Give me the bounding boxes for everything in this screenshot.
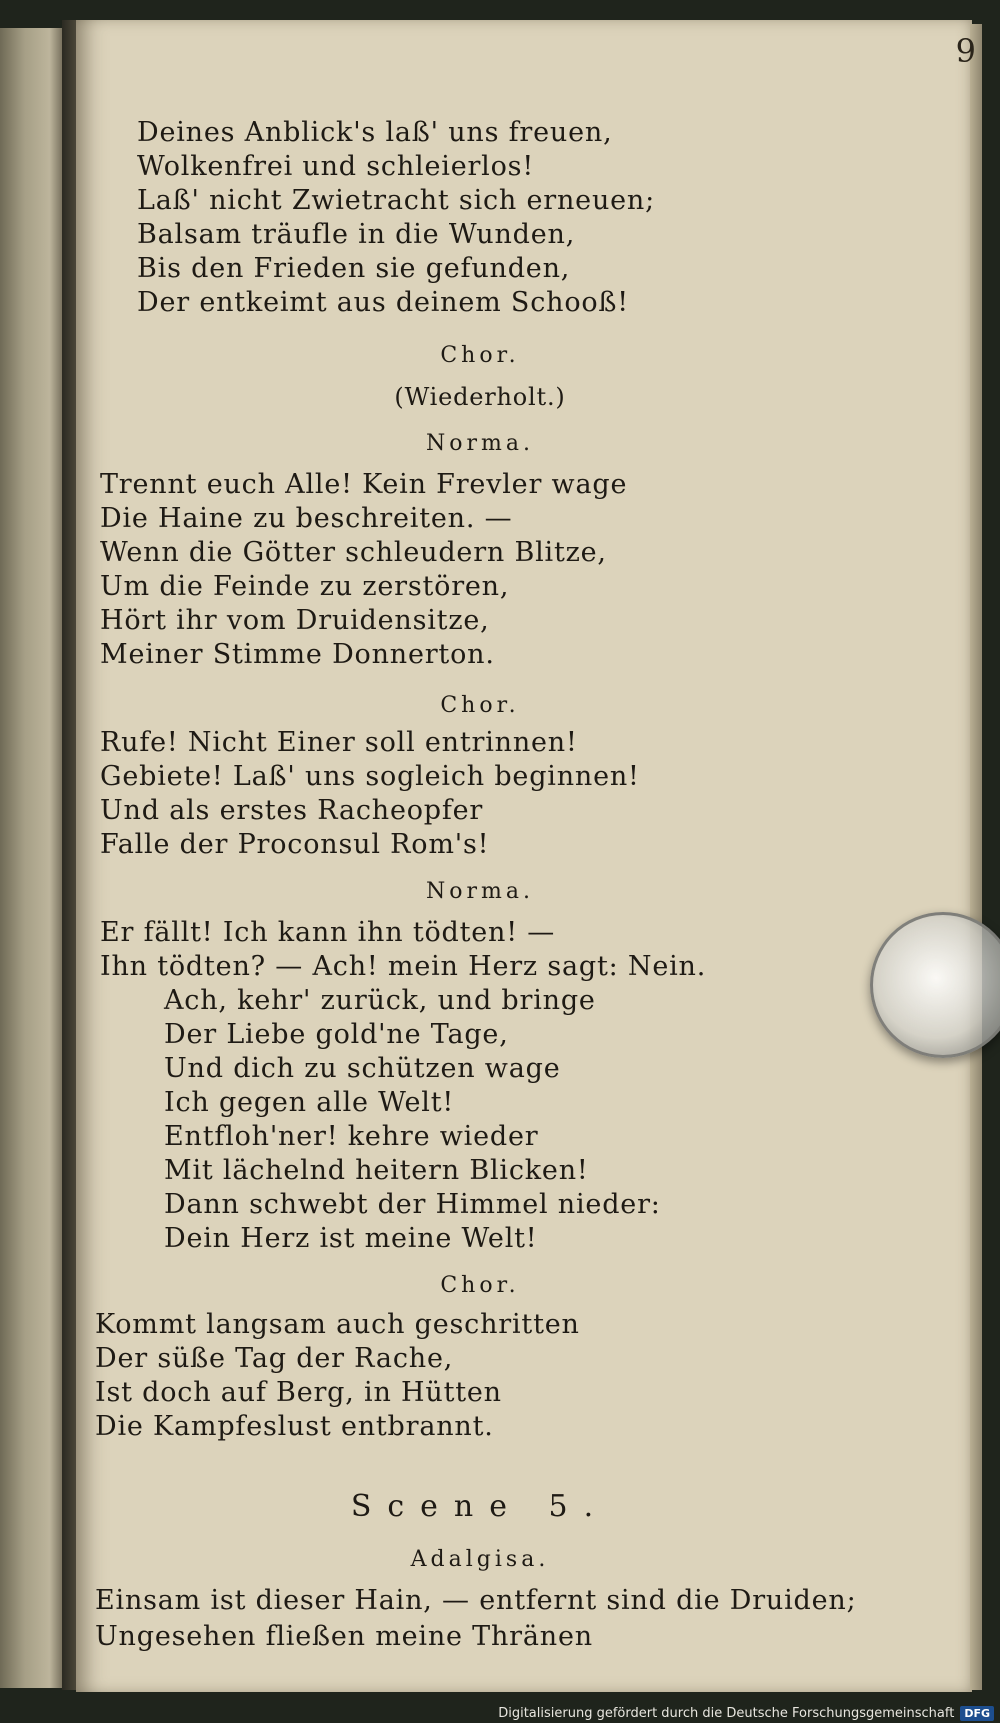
text-line: Entfloh'ner! kehre wieder	[164, 1121, 539, 1152]
text-line: Ungesehen fließen meine Thränen	[95, 1621, 593, 1652]
speaker-heading: Norma.	[426, 879, 534, 904]
stage-direction: (Wiederholt.)	[394, 383, 566, 411]
text-line: Balsam träufle in die Wunden,	[137, 219, 576, 250]
text-line: Meiner Stimme Donnerton.	[100, 639, 495, 670]
dfg-logo: DFG	[960, 1706, 994, 1721]
text-line: Der entkeimt aus deinem Schooß!	[137, 287, 629, 318]
text-line: Wenn die Götter schleudern Blitze,	[100, 537, 607, 568]
text-line: Dann schwebt der Himmel nieder:	[164, 1189, 661, 1220]
text-line: Laß' nicht Zwietracht sich erneuen;	[137, 185, 656, 216]
text-line: Bis den Frieden sie gefunden,	[137, 253, 571, 284]
text-line: Ihn tödten? — Ach! mein Herz sagt: Nein.	[100, 951, 707, 982]
text-line: Mit lächelnd heitern Blicken!	[164, 1155, 589, 1186]
speaker-heading: Chor.	[440, 693, 520, 718]
text-line: Um die Feinde zu zerstören,	[100, 571, 510, 602]
text-line: Hört ihr vom Druidensitze,	[100, 605, 490, 636]
text-line: Kommt langsam auch geschritten	[95, 1309, 580, 1340]
text-line: Deines Anblick's laß' uns freuen,	[137, 117, 613, 148]
text-line: Und als erstes Racheopfer	[100, 795, 484, 826]
text-line: Der süße Tag der Rache,	[95, 1343, 454, 1374]
speaker-heading: Chor.	[440, 1273, 520, 1298]
text-line: Wolkenfrei und schleierlos!	[137, 151, 534, 182]
text-line: Ich gegen alle Welt!	[164, 1087, 455, 1118]
page-number: 9	[955, 32, 976, 70]
text-line: Trennt euch Alle! Kein Frevler wage	[100, 469, 628, 500]
text-line: Der Liebe gold'ne Tage,	[164, 1019, 509, 1050]
footer	[498, 1706, 994, 1721]
speaker-heading: Adalgisa.	[410, 1547, 550, 1572]
scene-heading: Scene 5.	[350, 1489, 610, 1524]
text-line: Gebiete! Laß' uns sogleich beginnen!	[100, 761, 640, 792]
text-line: Ist doch auf Berg, in Hütten	[95, 1377, 502, 1408]
text-line: Die Kampfeslust entbrannt.	[95, 1411, 494, 1442]
text-line: Und dich zu schützen wage	[164, 1053, 561, 1084]
text-line: Einsam ist dieser Hain, — entfernt sind die Druiden;	[95, 1585, 857, 1616]
speaker-heading: Chor.	[440, 343, 520, 368]
text-line: Dein Herz ist meine Welt!	[164, 1223, 538, 1254]
speaker-heading: Norma.	[426, 431, 534, 456]
text-line: Ach, kehr' zurück, und bringe	[164, 985, 596, 1016]
text-line: Falle der Proconsul Rom's!	[100, 829, 490, 860]
footer-credit: Digitalisierung gefördert durch die Deutsche Forschungsgemeinschaft	[498, 1706, 955, 1721]
text-line: Die Haine zu beschreiten. —	[100, 503, 513, 534]
text-line: Er fällt! Ich kann ihn tödten! —	[100, 917, 556, 948]
text-line: Rufe! Nicht Einer soll entrinnen!	[100, 727, 578, 758]
